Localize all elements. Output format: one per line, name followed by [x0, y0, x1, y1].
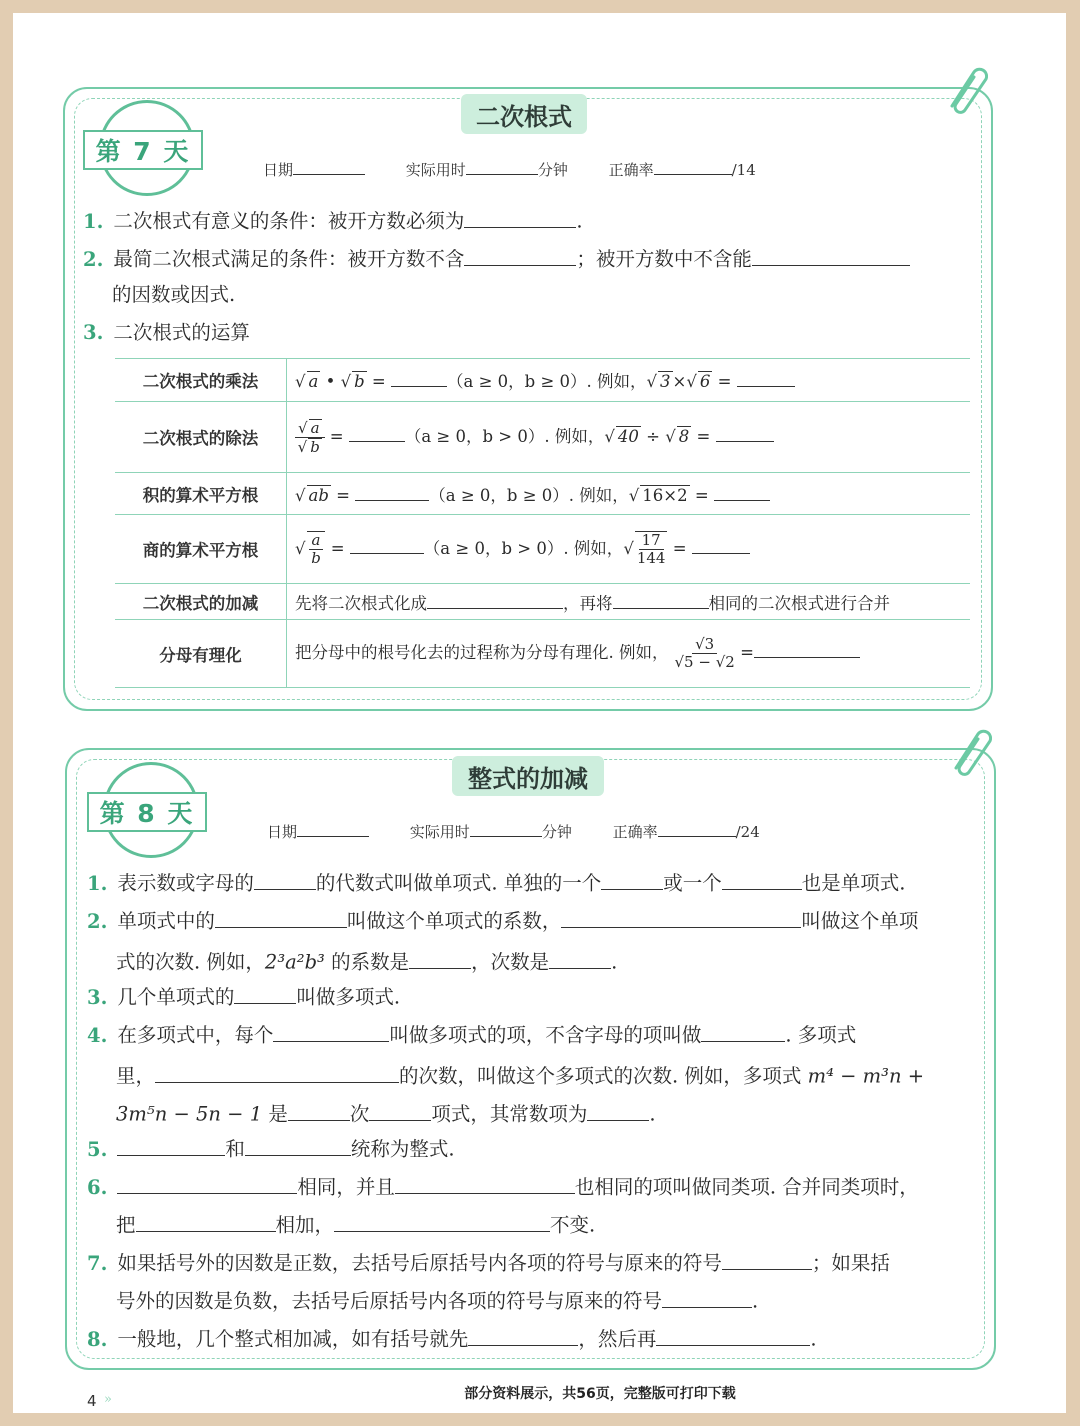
- table-row: 二次根式的乘法 √ a • √ b = （a ≥ 0，b ≥ 0）. 例如，√ 3 ×√ 6 =: [115, 359, 970, 402]
- table-row: 积的算术平方根 √ ab = （a ≥ 0，b ≥ 0）. 例如，√ 16×2 =: [115, 473, 970, 515]
- radical-operations-table: [115, 358, 970, 688]
- accuracy-field[interactable]: [654, 159, 732, 175]
- table-row: 分母有理化 把分母中的根号化去的过程称为分母有理化. 例如， $\frac{√3}{√5 - √2}$ =: [115, 620, 970, 688]
- day7-title: 二次根式: [461, 94, 587, 134]
- day8-q2-cont: 式的次数. 例如，2³a²b³ 的系数是 ，次数是 .: [116, 948, 617, 975]
- day8-q2: 2. 单项式中的 叫做这个单项式的系数， 叫做这个单项: [87, 907, 918, 934]
- footer-note: 部分资料展示，共56页，完整版可打印下载: [464, 1386, 736, 1402]
- day8-q8: 8. 一般地，几个整式相加减，如有括号就先 ，然后再 .: [87, 1325, 817, 1352]
- date-field[interactable]: [297, 821, 369, 837]
- day8-q3: 3. 几个单项式的 叫做多项式.: [87, 983, 400, 1010]
- page-number: 4: [87, 1392, 97, 1410]
- time-field[interactable]: [470, 821, 542, 837]
- day8-q7: 7. 如果括号外的因数是正数，去括号后原括号内各项的符号与原来的符号 ；如果括: [87, 1249, 890, 1276]
- day8-q4: 4. 在多项式中，每个 叫做多项式的项，不含字母的项叫做 . 多项式: [87, 1021, 856, 1048]
- day8-q1: 1. 表示数或字母的 的代数式叫做单项式. 单独的一个 或一个 也是单项式.: [87, 869, 906, 896]
- day8-badge: 第 8 天: [87, 762, 207, 858]
- table-row: 商的算术平方根 √ $\frac{a}{b}$ = （a ≥ 0，b > 0）. 例如，√ $\frac{17}{144}$ =: [115, 515, 970, 584]
- day8-q6-cont: 把 相加， 不变.: [116, 1211, 595, 1238]
- table-row: 二次根式的加减 先将二次根式化成 ，再将 相同的二次根式进行合并: [115, 584, 970, 620]
- day7-badge: 第 7 天: [83, 100, 203, 196]
- day7-q2: 2. 最简二次根式满足的条件：被开方数不含 ；被开方数中不含能: [83, 245, 910, 272]
- paperclip-icon: [938, 60, 988, 116]
- day8-q5: 5. 和 统称为整式.: [87, 1135, 455, 1162]
- day8-q4-cont: 里， 的次数，叫做这个多项式的次数. 例如，多项式 m⁴ − m³n +: [116, 1062, 924, 1089]
- day8-q7-cont: 号外的因数是负数，去括号后原括号内各项的符号与原来的符号 .: [116, 1287, 758, 1314]
- day8-meta: 日期 实际用时 分钟 正确率 /24: [267, 823, 760, 841]
- day8-q4-cont2: 3m⁵n − 5n − 1 是 次 项式，其常数项为 .: [116, 1100, 656, 1127]
- day8-title: 整式的加减: [452, 756, 604, 796]
- day7-q3: 3. 二次根式的运算: [83, 321, 250, 344]
- day7-q1: 1. 二次根式有意义的条件：被开方数必须为 .: [83, 207, 583, 234]
- date-field[interactable]: [293, 159, 365, 175]
- table-row: 二次根式的除法 $\frac{√ a}{√ b}$ = （a ≥ 0，b > 0）. 例如，√ 40 ÷ √ 8 =: [115, 402, 970, 473]
- day7-q2-cont: 的因数或因式.: [112, 283, 236, 306]
- double-chevron-icon: »: [104, 1392, 112, 1407]
- accuracy-field[interactable]: [658, 821, 736, 837]
- day8-q6: 6. 相同，并且 也相同的项叫做同类项. 合并同类项时，: [87, 1173, 919, 1200]
- time-field[interactable]: [466, 159, 538, 175]
- paperclip-icon: [942, 722, 992, 778]
- day7-meta: 日期 实际用时 分钟 正确率 /14: [263, 161, 756, 179]
